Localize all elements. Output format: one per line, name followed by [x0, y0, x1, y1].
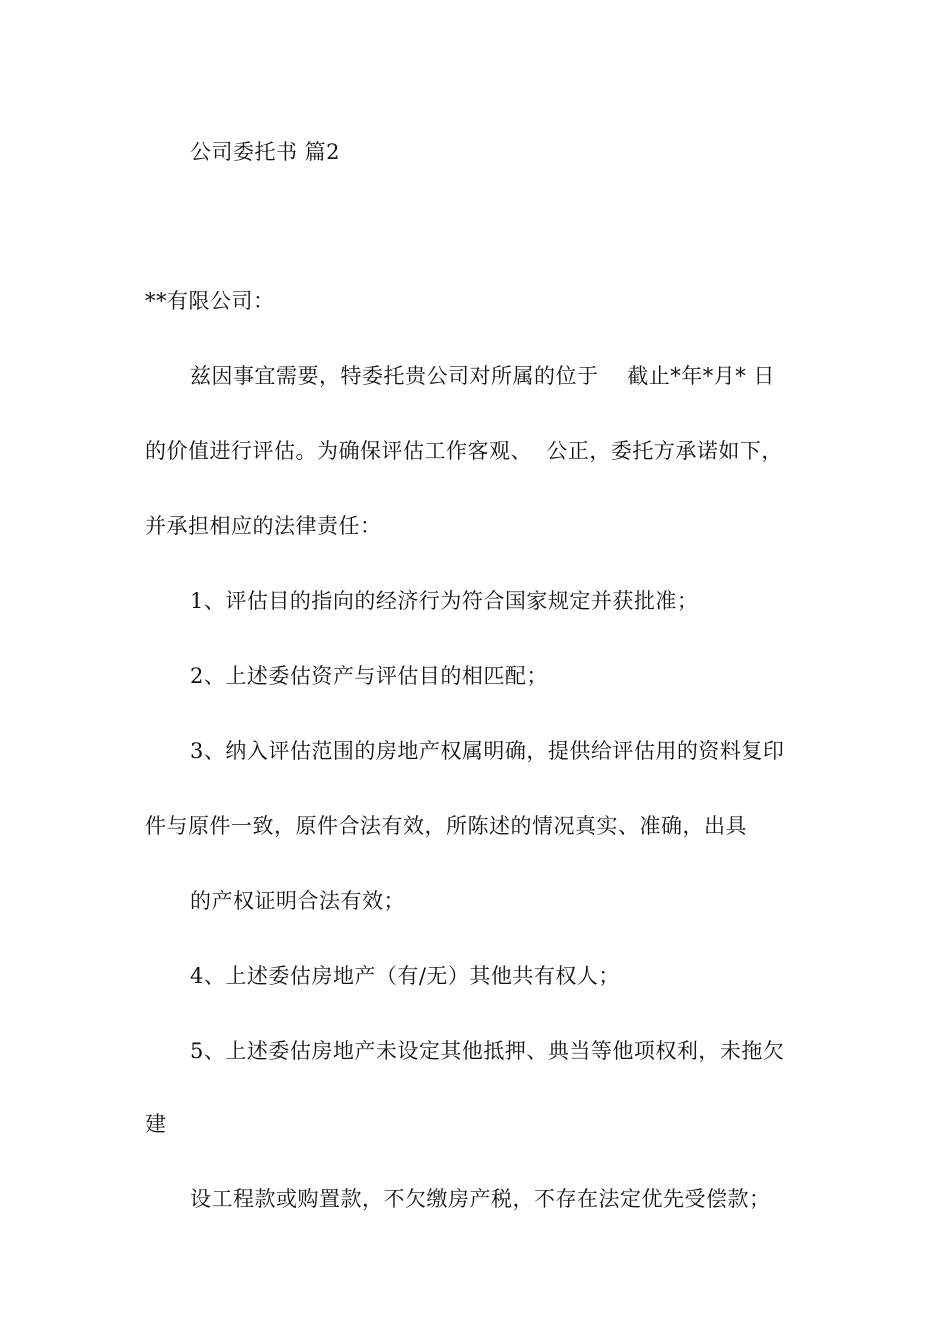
commitment-item-3-cont: 的产权证明合法有效； — [190, 889, 405, 913]
commitment-item-5: 5、上述委估房地产未设定其他抵押、典当等他项权利，未拖欠 — [190, 1039, 785, 1063]
body-line: 并承担相应的法律责任： — [145, 514, 382, 538]
commitment-item-4: 4、上述委估房地产（有/无）其他共有权人； — [190, 964, 620, 988]
body-line: 的价值进行评估。为确保评估工作客观、 公正，委托方承诺如下， — [145, 439, 783, 463]
commitment-item-2: 2、上述委估资产与评估目的相匹配； — [190, 664, 548, 688]
addressee-line: **有限公司： — [145, 289, 275, 313]
document-title: 公司委托书 篇2 — [190, 140, 341, 164]
commitment-item-5-cont: 建 — [145, 1112, 167, 1136]
commitment-item-5-cont: 设工程款或购置款，不欠缴房产税，不存在法定优先受偿款； — [190, 1187, 771, 1211]
commitment-item-1: 1、评估目的指向的经济行为符合国家规定并获批准； — [190, 589, 699, 613]
body-line: 兹因事宜需要，特委托贵公司对所属的位于 截止*年*月* 日 — [190, 364, 775, 388]
commitment-item-3-cont: 件与原件一致，原件合法有效，所陈述的情况真实、准确，出具 — [145, 814, 747, 838]
commitment-item-3: 3、纳入评估范围的房地产权属明确，提供给评估用的资料复印 — [190, 739, 785, 763]
